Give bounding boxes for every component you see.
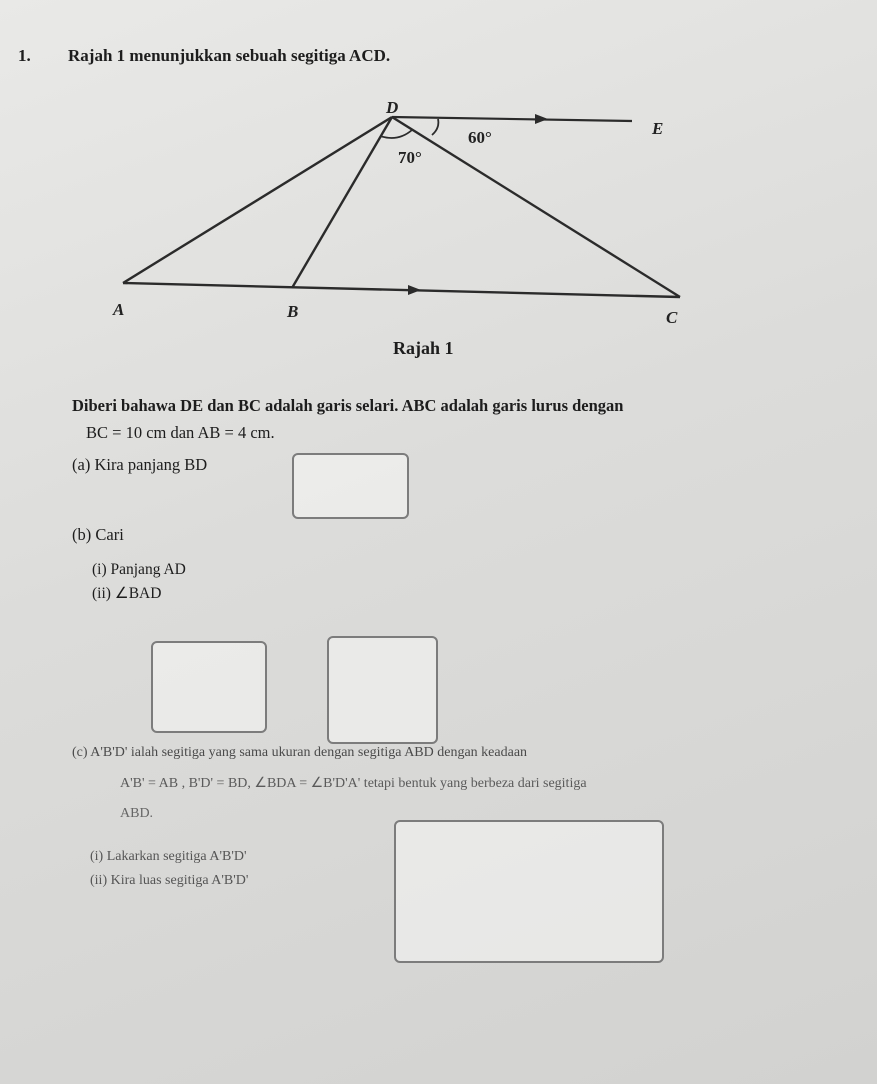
part-c-line-1: (c) A'B'D' ialah segitiga yang sama ukuran dengan segitiga ABD dengan keadaan [72,745,528,760]
question-intro: Rajah 1 menunjukkan sebuah segitiga ACD. [68,46,391,65]
line-de [392,117,632,121]
line-dc [392,117,680,297]
diagram-caption: Rajah 1 [393,338,454,358]
given-line-1: Diberi bahawa DE dan BC adalah garis selari. ABC adalah garis lurus dengan [72,396,624,415]
answer-box-a[interactable] [292,453,409,519]
angle-label-70: 70° [398,148,422,167]
part-b-ii-question: (ii) ∠BAD [92,585,162,602]
parallel-arrow-bc [408,285,421,295]
part-b-question: (b) Cari [72,525,124,544]
line-db [292,117,392,288]
triangle-diagram [0,0,877,370]
part-b-i-question: (i) Panjang AD [92,561,186,578]
answer-box-b-ii[interactable] [327,636,438,744]
part-c-line-3: ABD. [120,806,154,821]
label-e: E [652,119,664,138]
angle-label-60: 60° [468,128,492,147]
part-c-line-2: A'B' = AB , B'D' = BD, ∠BDA = ∠B'D'A' tetapi bentuk yang berbeza dari segitiga [120,776,587,791]
label-d: D [386,98,399,117]
parallel-arrow-de [535,114,548,124]
answer-box-b-i[interactable] [151,641,267,733]
given-line-2: BC = 10 cm dan AB = 4 cm. [86,423,275,442]
question-number: 1. [18,46,31,65]
angle-arc-e [432,119,438,135]
label-a: A [113,300,125,319]
line-da [123,117,392,283]
part-c-i-question: (i) Lakarkan segitiga A'B'D' [90,849,247,864]
label-c: C [666,308,678,327]
part-a-question: (a) Kira panjang BD [72,455,208,474]
answer-box-c[interactable] [394,820,664,963]
label-b: B [287,302,299,321]
line-abc [123,283,680,297]
part-c-ii-question: (ii) Kira luas segitiga A'B'D' [90,873,249,888]
